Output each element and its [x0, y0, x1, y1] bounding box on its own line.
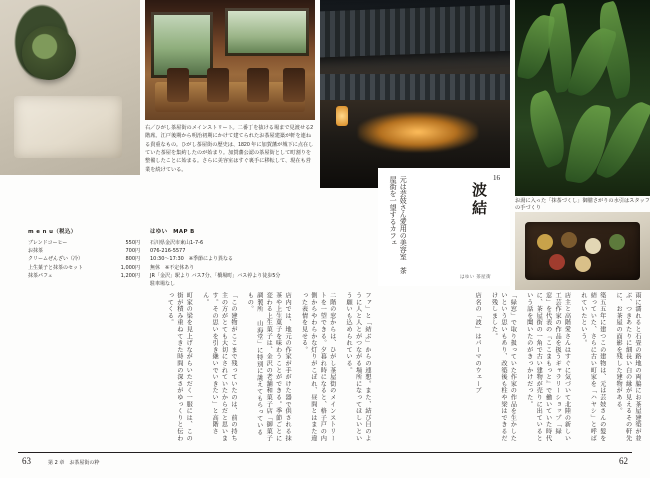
roof-shape-upper — [320, 4, 510, 57]
menu-item — [28, 255, 140, 263]
shop-name-roman: はゆい 茶屋街 — [459, 274, 491, 279]
body-column: 「この建物がここまで残っていたのは、前の持ち主の方がとても大切にされていたからだと思います。その思いを引き継いでいきたい」と高階さん。 — [201, 292, 237, 442]
running-head: 第 2 章 お茶屋街の粋 — [48, 460, 100, 466]
window-glow-shape — [358, 112, 478, 152]
menu-item — [28, 272, 140, 280]
wagashi-shape — [42, 108, 72, 134]
body-column: 二階の窓からは、ひがし茶屋街のメインストリートを一望できる。夕暮れ時になると、格子戸の内側からやわらかな灯りがこぼれ、昼間とはまた違った表情を見せる。 — [300, 292, 336, 442]
shop-access: JR「金沢」駅より バス7分、「橋場町」バス停より徒歩5分 — [150, 272, 281, 279]
menu-box — [28, 228, 140, 280]
sweet-dot-4 — [609, 234, 625, 250]
shop-title-panel — [378, 168, 510, 286]
sweet-dot-3 — [585, 238, 601, 254]
chair-shape-1 — [167, 68, 189, 102]
footer-divider — [18, 452, 632, 453]
menu-item-price: 1,200円 — [120, 272, 140, 279]
window-shape-right — [225, 8, 309, 56]
sweet-dot-1 — [537, 234, 553, 250]
chair-shape-3 — [247, 68, 269, 102]
menu-heading: m e n u（税込） — [28, 229, 77, 235]
menu-item — [28, 247, 140, 255]
menu-item — [28, 239, 140, 247]
shop-closed: 無休 ※不定休あり — [150, 264, 195, 271]
body-column: 店名の「波」はパーマのウェーブ — [474, 292, 482, 394]
body-column: 「緑窓」で取り扱っていた作家の作品を生かしたいという思いもあり、改築後も柱や梁はできるだけ残しました。 — [490, 292, 517, 442]
shop-number: 16 — [493, 174, 500, 182]
shop-parking: 駐車場なし — [150, 281, 176, 288]
body-text-right-page — [380, 292, 642, 442]
menu-item-price: 1,000円 — [120, 264, 140, 271]
photo-sweets-tray — [515, 212, 650, 290]
lantern-shape — [336, 106, 348, 126]
chair-shape-2 — [207, 68, 229, 102]
shop-info-heading: はゆい MAP B — [150, 229, 195, 235]
menu-item-label: クリームぜんざい（冷） — [28, 256, 84, 263]
page-number-left: 63 — [22, 456, 31, 466]
caption-sweets: お湯に入った「抹茶づくし」御膳さがりの水引はスタッフの手づくり — [515, 198, 650, 211]
bamboo-leaf-5 — [521, 89, 573, 168]
caption-interior: 右／ひがし茶屋街のメインストリート。二番丁を抜ける場まで見渡せる2階席。江戸後期から明治初期にかけて建てられたお茶屋建築が軒を連ねる貴重なもの。ひがし茶屋街の歴史は、1820 年に加賀藩が城下に点在していた茶屋を集約したのが始まり。加賀藩公認の茶屋街として町割りを整備したことに始まる。さらに美容室はすぐ裏手に移転して、現在も営業を続けている。 — [145, 125, 314, 173]
shop-address: 石川県金沢市東山1-7-6 — [150, 239, 204, 246]
shop-info-box — [150, 228, 290, 288]
menu-item-price: 700円 — [125, 248, 140, 255]
roof-shape-lower — [320, 74, 510, 100]
page-number-right: 62 — [619, 456, 628, 466]
menu-item-label: お抹茶 — [28, 248, 44, 255]
menu-item-label: 上生菓子と抹茶のセット — [28, 264, 84, 271]
chopsticks-shape — [20, 148, 120, 155]
menu-item — [28, 264, 140, 272]
photo-bamboo-grove — [515, 0, 650, 196]
shop-hours: 10:30〜17:30 ※季節により異なる — [150, 256, 234, 263]
shop-name: 波結 — [470, 182, 488, 218]
photo-cafe-interior — [145, 0, 315, 120]
menu-item-price: 800円 — [125, 256, 140, 263]
photo-matcha-and-sweet — [0, 0, 140, 175]
menu-item-price: 550円 — [125, 239, 140, 246]
photo-teahouse-street-exterior — [320, 0, 510, 188]
sweet-dot-6 — [575, 256, 591, 272]
menu-item-label: ブレンドコーヒー — [28, 239, 68, 246]
shop-subtitle: 元は芸妓さん愛用の美容室 茶屋街を一望するカフェ — [389, 176, 408, 274]
shop-tel: 076-216-5577 — [150, 248, 186, 255]
body-column: 雨に濡れると石畳の路地の両脇にお茶屋建築が並ぶ、つきあたりに細長い白の縁が見えるその軒先に、お茶屋の面影を残した建物がある。 — [615, 292, 641, 442]
body-column: ファ」と「結ぶ」からの連想。また、結び目のように人と人とがつながる場所になってほしいという願いも込められている。 — [345, 292, 371, 442]
sweet-dot-2 — [561, 232, 577, 248]
body-column: 築五五年に建つこの建物は、元は芸妓さんの髪を結っていた、さらに古い町家を「ハヤシ」と呼ばれていたという。 — [579, 292, 606, 442]
body-text-left-page — [20, 292, 372, 442]
sweet-dot-5 — [549, 254, 565, 270]
body-column: 町家の梁を見上げながらいただく一服には、この街が積み重ねてきた時間の深さがゆっくりと伝わってくる。 — [166, 292, 193, 442]
chair-shape-4 — [283, 68, 305, 102]
body-column: 店内では、地元の作家が手がけた器で供される抹茶や上生菓子を味わうことができる。季節ごとに変わる上生菓子は、金沢の老舗和菓子店「御菓子調製所 山海堂」に特別に誂えてもらっているもの。 — [246, 292, 292, 442]
menu-item-label: 抹茶パフェ — [28, 272, 53, 279]
body-column: 店主と高階愛さんはすぐに気づいて北陸の新しい工芸作家の作品を扱うギャラリーショップ「緑窓」を代表の『ここまもっと』で働いていた時代に、茶屋街の一角で古い建物が売りに出ているという話を聞いたのがきっかけだった。 — [525, 292, 571, 442]
tea-bowl-shape — [22, 26, 76, 80]
